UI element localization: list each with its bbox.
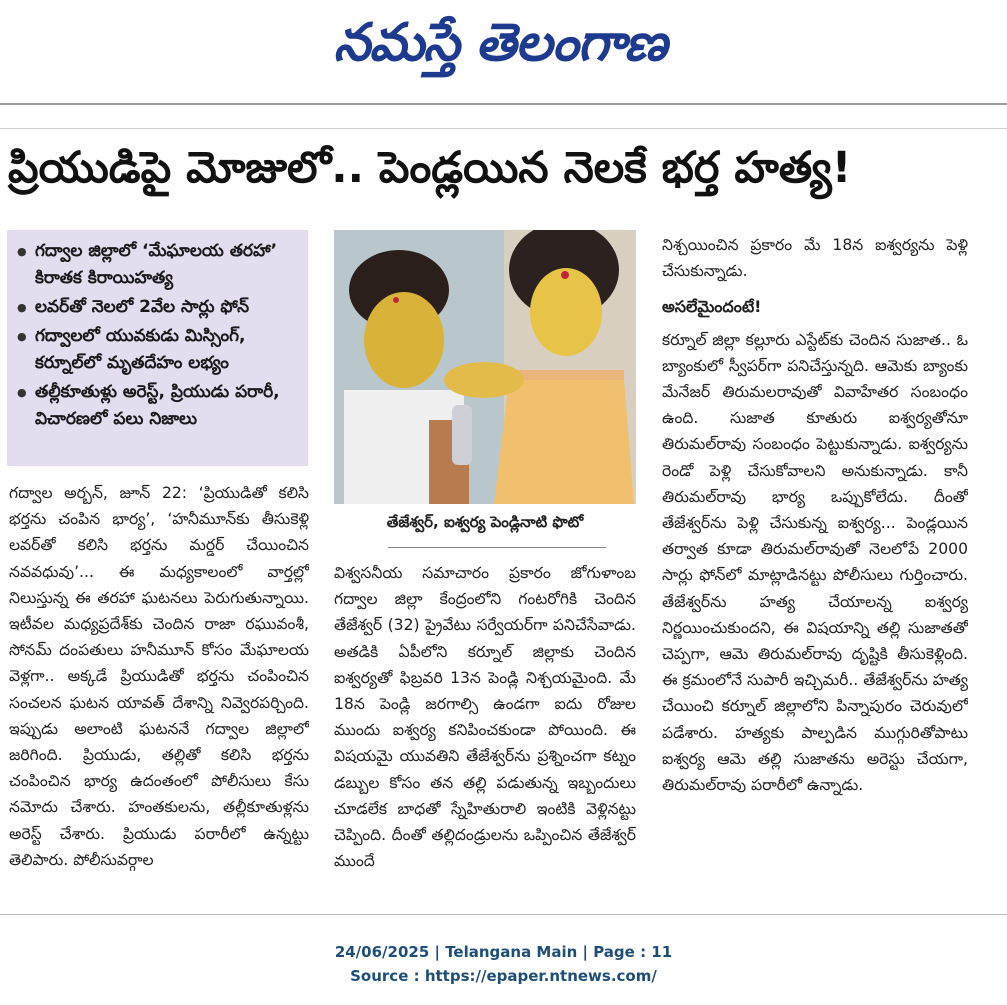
page-footer: [0, 940, 1007, 988]
photo-caption: తేజేశ్వర్, ఐశ్వర్య పెండ్లినాటి ఫొటో: [386, 513, 584, 531]
article-column-3: [662, 232, 968, 902]
section-divider: [0, 128, 1007, 129]
highlight-item: ● గద్వాలలో యువకుడు మిస్సింగ్, కర్నూల్‌లో మృతదేహం లభ్యం: [17, 323, 300, 377]
highlight-item: ● తల్లీకూతుళ్లు అరెస్ట్, ప్రియుడు పరారీ, విచారణలో పలు నిజాలు: [17, 379, 300, 433]
masthead-divider: [0, 103, 1007, 105]
footer-source: Source : https://epaper.ntnews.com/: [350, 967, 657, 985]
highlights-box: [7, 230, 308, 466]
footer-date-edition: 24/06/2025 | Telangana Main | Page : 11: [334, 943, 673, 961]
article-column-2: [334, 560, 636, 900]
wedding-photo-illustration: [334, 230, 636, 504]
column-3-text: కర్నూల్ జిల్లా కల్లూరు ఎస్టేట్‌కు చెందిన సుజాత.. ఓ బ్యాంకులో స్వీపర్‌గా పనిచేస్తున్నది. ఆమెకు బ్యాంకు మేనేజర్ తిరుమలరావుతో వివాహేతర సంబంధం ఉంది. సుజాత కూతురు ఐశ్వర్యతోనూ తిరుమల్‌రావు సంబంధం పెట్టుకున్నాడు. ఐశ్వర్యను రెండో పెళ్లి చేసుకోవాలని అనుకున్నాడు. కానీ తిరుమల్‌రావు భార్య ఒప్పుకోలేదు. దీంతో తేజేశ్వర్‌ను పెళ్లి చేసుకున్న ఐశ్వర్య... పెండ్లయిన తర్వాత కూడా తిరుమల్‌రావుతో నెలలోపే 2000 సార్లు ఫోన్‌లో మాట్లాడినట్టు పోలీసులు గుర్తించారు. తేజేశ్వర్‌ను హత్య చేయాలన్న ఐశ్వర్య నిర్ణయించుకుందని, ఈ విషయాన్ని తల్లి సుజాతతో చెప్పగా, ఆమె తిరుమల్‌రావు దృష్టికి తీసుకెళ్లింది. ఈ క్రమంలోనే సుపారీ ఇచ్చిమరీ.. తేజేశ్వర్‌ను హత్య చేయించి కర్నూల్ జిల్లాలోని పిన్నాపురం చెరువులో పడేశారు. హత్యకు పాల్పడిన ముగ్గురితోపాటు ఐశ్వర్య ఆమె తల్లి సుజాతను అరెస్టు చేయగా, తిరుమల్‌రావు పరారీలో ఉన్నాడు.: [662, 330, 968, 795]
article-headline: ప్రియుడిపై మోజులో.. పెండ్లయిన నెలకే భర్త హత్య!: [8, 143, 852, 193]
caption-divider: [388, 547, 606, 548]
newspaper-logo: నమస్తే తెలంగాణ: [333, 13, 667, 73]
column-1-text: గద్వాల అర్బన్, జూన్ 22: ‘ప్రియుడితో కలిసి భర్తను చంపిన భార్య’, ‘హనీమూన్‌కు తీసుకెళ్లి లవర్‌తో కలిసి భర్తను మర్డర్ చేయించిన నవవధువు’... ఈ మధ్యకాలంలో వార్తల్లో నిలుస్తున్న ఈ తరహా ఘటనలు పెరుగుతున్నాయి. ఇటీవల మధ్యప్రదేశ్‌కు చెందిన రాజా రఘువంశీ, సోనమ్ దంపతులు హనీమూన్ కోసం మేఘాలయ వెళ్లగా.. అక్కడే ప్రియుడితో భర్తను చంపించిన సంచలన ఘటన యావత్ దేశాన్ని నివ్వెరపర్చింది. ఇప్పుడు అలాంటి ఘటననే గద్వాల జిల్లాలో జరిగింది. ప్రియుడు, తల్లితో కలిసి భర్తను చంపించిన భార్య ఉదంతంలో పోలీసులు కేసు నమోదు చేశారు. హంతకులను, తల్లీకూతుళ్లను అరెస్ట్ చేశారు. ప్రియుడు పరారీలో ఉన్నట్టు తెలిపారు. పోలీసువర్గాల: [9, 484, 309, 869]
column-3-intro: నిశ్చయించిన ప్రకారం మే 18న ఐశ్వర్యను పెళ్లి చేసుకున్నాడు.: [662, 236, 968, 281]
highlight-item: ● గద్వాల జిల్లాలో ‘మేఘాలయ తరహా’ కిరాతక కిరాయిహత్య: [17, 238, 300, 292]
article-column-1: [9, 480, 309, 910]
masthead: [0, 0, 1007, 100]
article-bottom-divider: [0, 914, 1007, 915]
highlight-item: ● లవర్‌తో నెలలో 2వేల సార్లు ఫోన్: [17, 294, 300, 321]
column-3-subheading: అసలేమైందంటే!: [662, 297, 762, 317]
wedding-photo: [334, 230, 636, 504]
column-2-text: విశ్వసనీయ సమాచారం ప్రకారం జోగుళాంబ గద్వాల జిల్లా కేంద్రంలోని గంటరోగికి చెందిన తేజేశ్వర్ (32) ప్రైవేటు సర్వేయర్‌గా పనిచేసేవాడు. అతడికి ఏపీలోని కర్నూల్ జిల్లాకు చెందిన ఐశ్వర్యతో ఫిబ్రవరి 13న పెండ్లి నిశ్చయమైంది. మే 18న పెండ్లి జరగాల్సి ఉండగా ఐదు రోజుల ముందు ఐశ్వర్య కనిపించకుండా పోయింది. ఈ విషయమై యువతిని తేజేశ్వర్‌ను ప్రశ్నించగా కట్నం డబ్బుల కోసం తన తల్లి పడుతున్న ఇబ్బందులు చూడలేక బాధతో స్నేహితురాలి ఇంటికి వెళ్లినట్టు చెప్పింది. దీంతో తల్లిదండ్రులను ఒప్పించిన తేజేశ్వర్ ముందే: [334, 564, 636, 871]
